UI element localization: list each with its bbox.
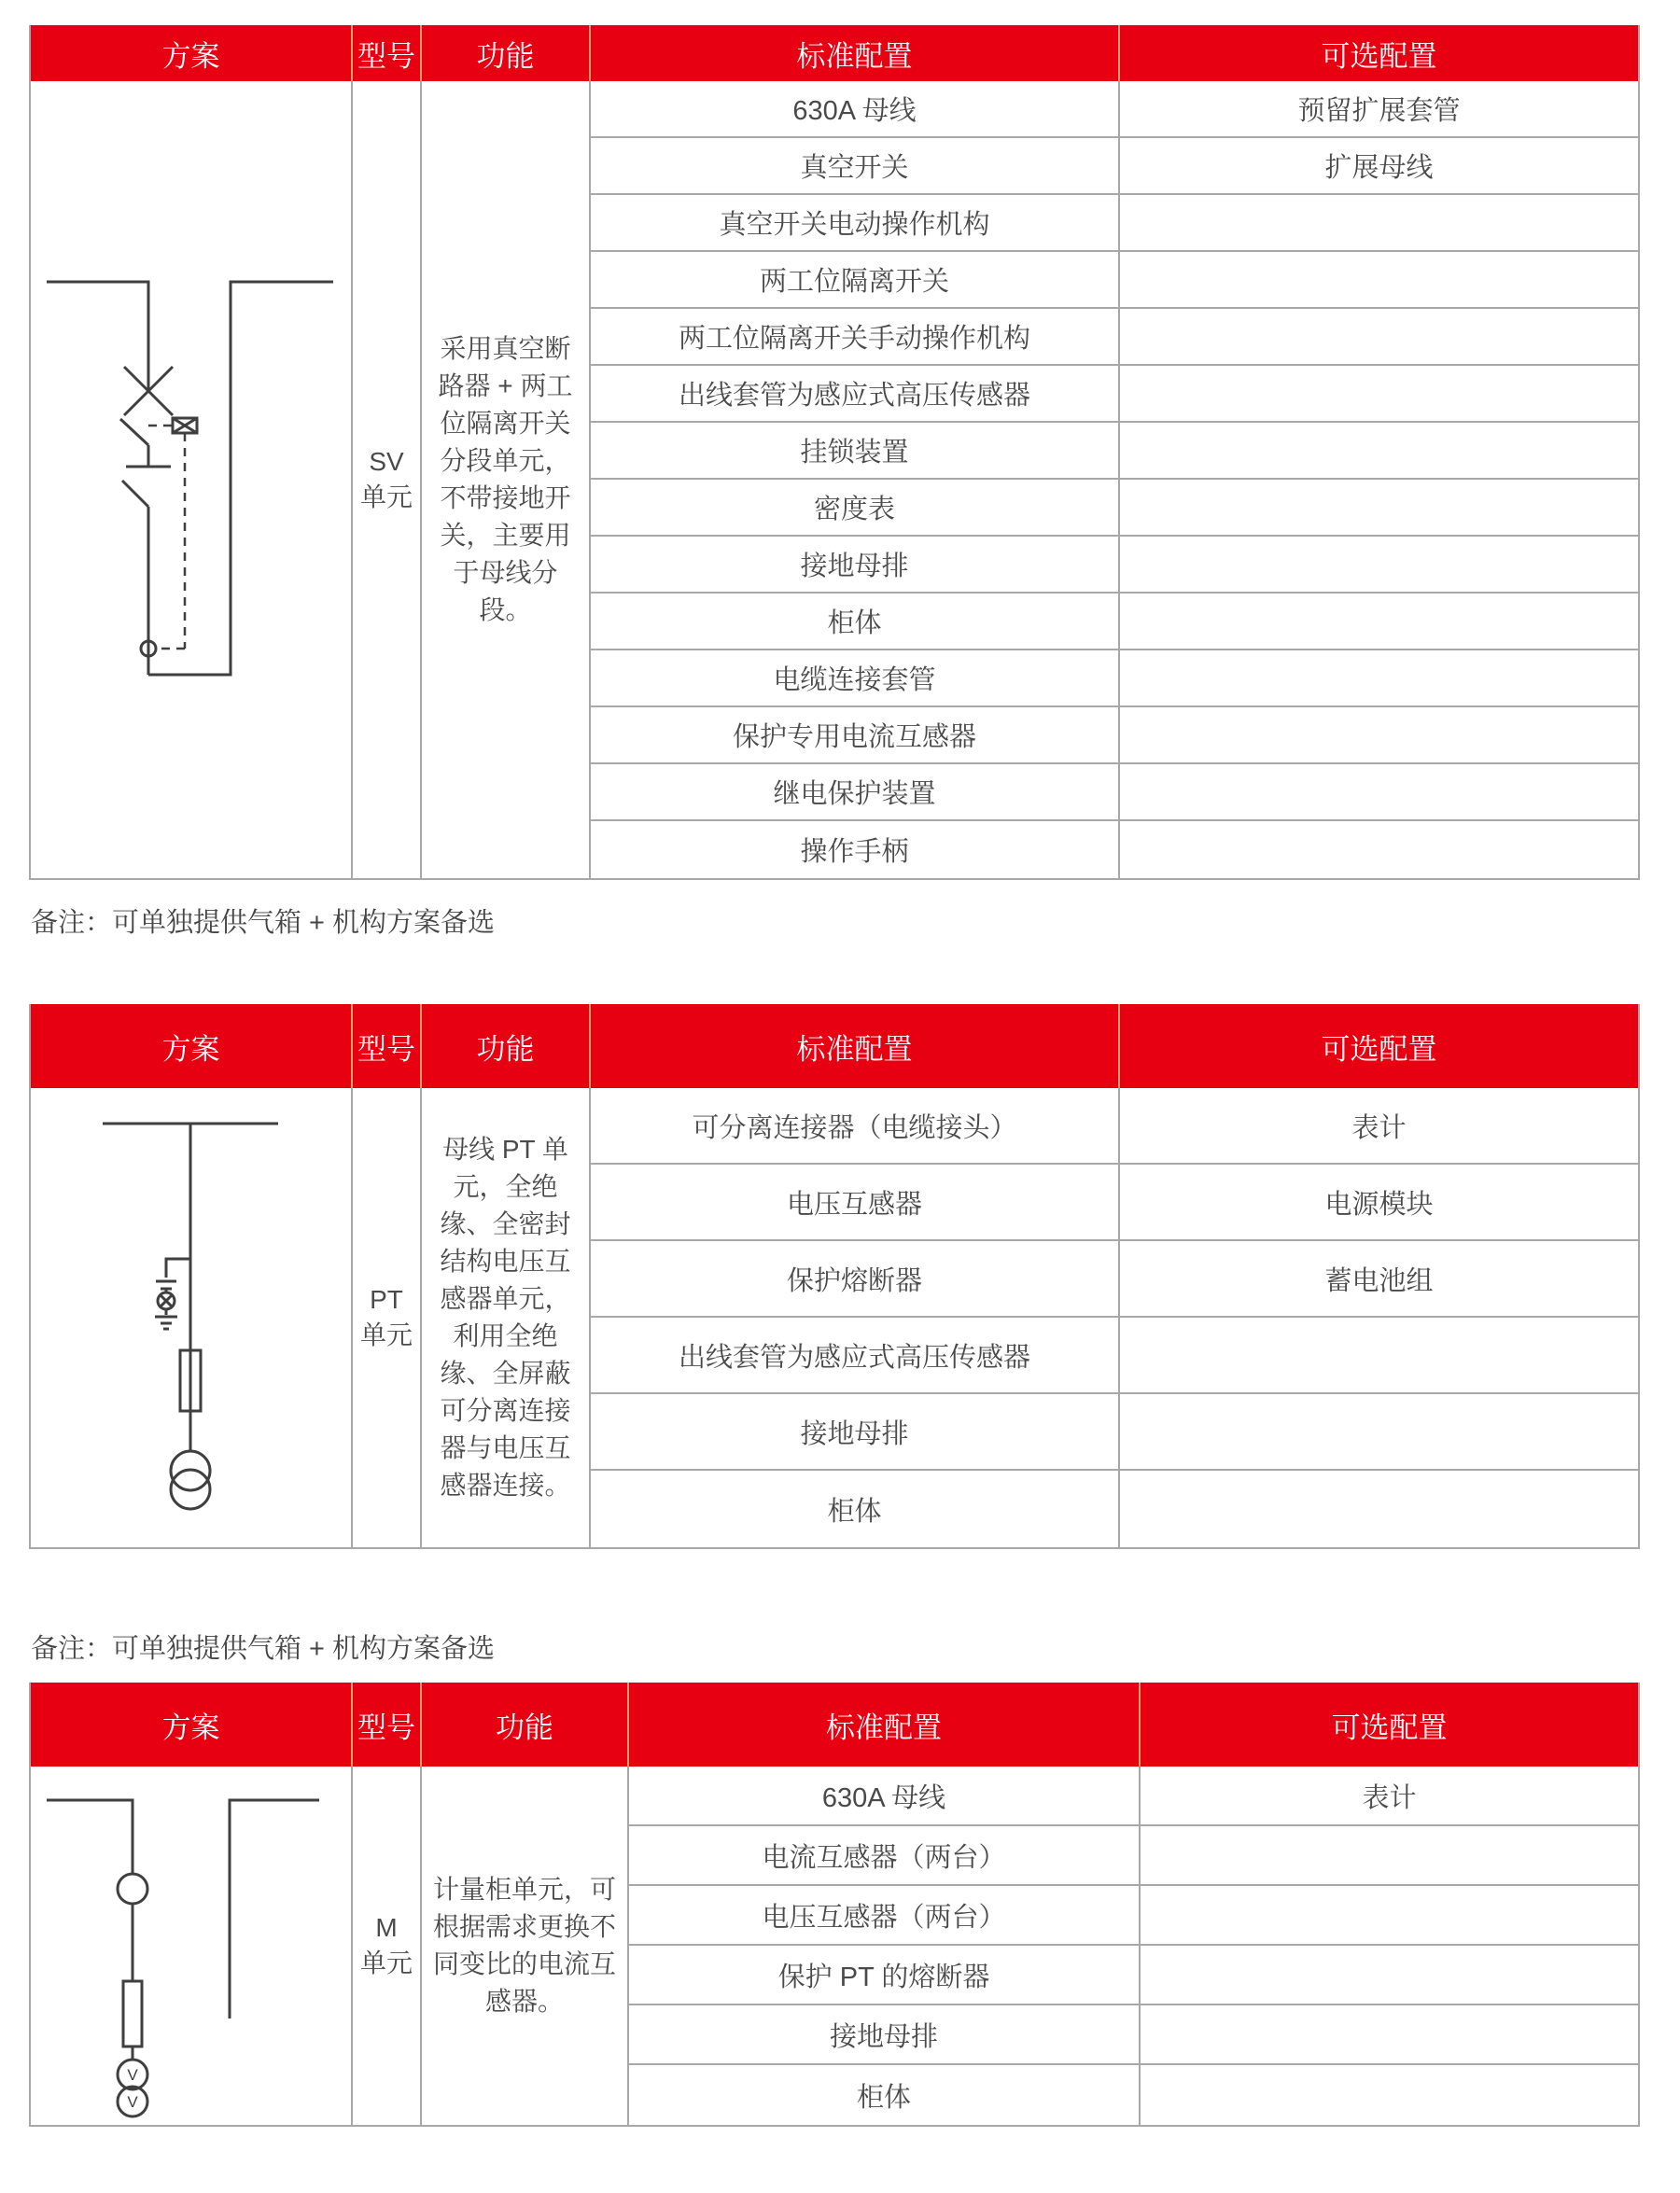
std-config-cell: 电流互感器（两台） [627,1826,1139,1886]
function-cell-m: 计量柜单元，可根据需求更换不同变比的电流互感器。 [420,1767,627,2125]
std-config-cell: 操作手柄 [589,821,1118,878]
model-line1: SV [369,447,404,476]
plan-cell-m [31,1767,351,2125]
std-config-cell: 真空开关 [589,138,1118,195]
std-config-cell: 630A 母线 [627,1767,1139,1826]
model-line2: 单元 [359,482,413,511]
model-cell-pt [351,1088,420,1547]
opt-config-cell: 预留扩展套管 [1118,81,1638,138]
opt-config-cell: 蓄电池组 [1118,1241,1638,1318]
std-config-cell: 密度表 [589,480,1118,537]
col-header-function: 功能 [420,1004,589,1088]
col-header-model: 型号 [351,25,420,81]
opt-config-cell [1118,480,1638,537]
opt-config-cell [1118,366,1638,423]
plan-cell-sv [31,81,351,878]
pt-unit-table [29,1004,1640,1549]
opt-config-cell [1139,2005,1638,2065]
opt-config-cell [1118,309,1638,366]
std-config-cell: 630A 母线 [589,81,1118,138]
std-config-cell: 可分离连接器（电缆接头） [589,1088,1118,1165]
opt-config-cell [1139,1826,1638,1886]
opt-config-cell [1139,2065,1638,2125]
function-cell-pt: 母线 PT 单元，全绝缘、全密封结构电压互感器单元，利用全绝缘、全屏蔽可分离连接器与电压互感器连接。 [420,1088,589,1547]
col-header-plan: 方案 [31,1683,351,1767]
m-unit-single-line-diagram-icon [31,1767,351,2125]
std-config-cell: 两工位隔离开关 [589,252,1118,309]
svg-text:V: V [127,2093,138,2111]
opt-config-cell [1118,1318,1638,1394]
opt-config-cell [1118,423,1638,480]
sv-unit-table [29,25,1640,880]
std-config-cell: 保护 PT 的熔断器 [627,1946,1139,2005]
std-config-cell: 电压互感器 [589,1165,1118,1241]
std-config-cell: 出线套管为感应式高压传感器 [589,366,1118,423]
std-config-cell: 柜体 [627,2065,1139,2125]
std-config-cell: 出线套管为感应式高压传感器 [589,1318,1118,1394]
opt-config-cell [1118,650,1638,707]
std-config-cell: 电压互感器（两台） [627,1886,1139,1946]
col-header-plan: 方案 [31,25,351,81]
opt-config-cell [1118,707,1638,764]
col-header-standard: 标准配置 [589,25,1118,81]
std-config-cell: 电缆连接套管 [589,650,1118,707]
opt-config-cell [1139,1946,1638,2005]
remark-note-1: 备注：可单独提供气箱 + 机构方案备选 [31,908,496,938]
opt-config-cell [1118,537,1638,594]
opt-config-cell [1118,1394,1638,1471]
col-header-optional: 可选配置 [1118,1004,1638,1088]
std-config-cell: 接地母排 [589,537,1118,594]
col-header-optional: 可选配置 [1139,1683,1638,1767]
std-config-cell: 继电保护装置 [589,764,1118,821]
model-line2: 单元 [359,1949,413,1977]
std-config-cell: 柜体 [589,1471,1118,1547]
col-header-standard: 标准配置 [627,1683,1139,1767]
col-header-function: 功能 [420,1683,627,1767]
col-header-function: 功能 [420,25,589,81]
model-line1: M [375,1913,398,1942]
opt-config-cell [1118,821,1638,878]
plan-cell-pt [31,1088,351,1547]
opt-config-cell [1118,594,1638,650]
opt-config-cell: 表计 [1118,1088,1638,1165]
opt-config-cell: 电源模块 [1118,1165,1638,1241]
opt-config-cell [1118,252,1638,309]
model-line1: PT [370,1285,403,1314]
std-config-cell: 真空开关电动操作机构 [589,195,1118,252]
m-unit-table [29,1683,1640,2127]
opt-config-cell [1139,1886,1638,1946]
svg-text:V: V [127,2066,138,2084]
std-config-cell: 保护熔断器 [589,1241,1118,1318]
col-header-plan: 方案 [31,1004,351,1088]
opt-config-cell [1118,195,1638,252]
opt-config-cell: 扩展母线 [1118,138,1638,195]
pt-unit-single-line-diagram-icon [31,1088,351,1547]
std-config-cell: 柜体 [589,594,1118,650]
opt-config-cell [1118,1471,1638,1547]
col-header-model: 型号 [351,1683,420,1767]
model-cell-m [351,1767,420,2125]
std-config-cell: 保护专用电流互感器 [589,707,1118,764]
std-config-cell: 两工位隔离开关手动操作机构 [589,309,1118,366]
col-header-model: 型号 [351,1004,420,1088]
sv-unit-single-line-diagram-icon [31,81,351,878]
opt-config-cell: 表计 [1139,1767,1638,1826]
std-config-cell: 接地母排 [589,1394,1118,1471]
std-config-cell: 接地母排 [627,2005,1139,2065]
function-cell-sv: 采用真空断路器 + 两工位隔离开关分段单元，不带接地开关，主要用于母线分段。 [420,81,589,878]
col-header-standard: 标准配置 [589,1004,1118,1088]
opt-config-cell [1118,764,1638,821]
std-config-cell: 挂锁装置 [589,423,1118,480]
model-line2: 单元 [359,1320,413,1349]
col-header-optional: 可选配置 [1118,25,1638,81]
remark-note-2: 备注：可单独提供气箱 + 机构方案备选 [31,1634,496,1664]
model-cell-sv [351,81,420,878]
